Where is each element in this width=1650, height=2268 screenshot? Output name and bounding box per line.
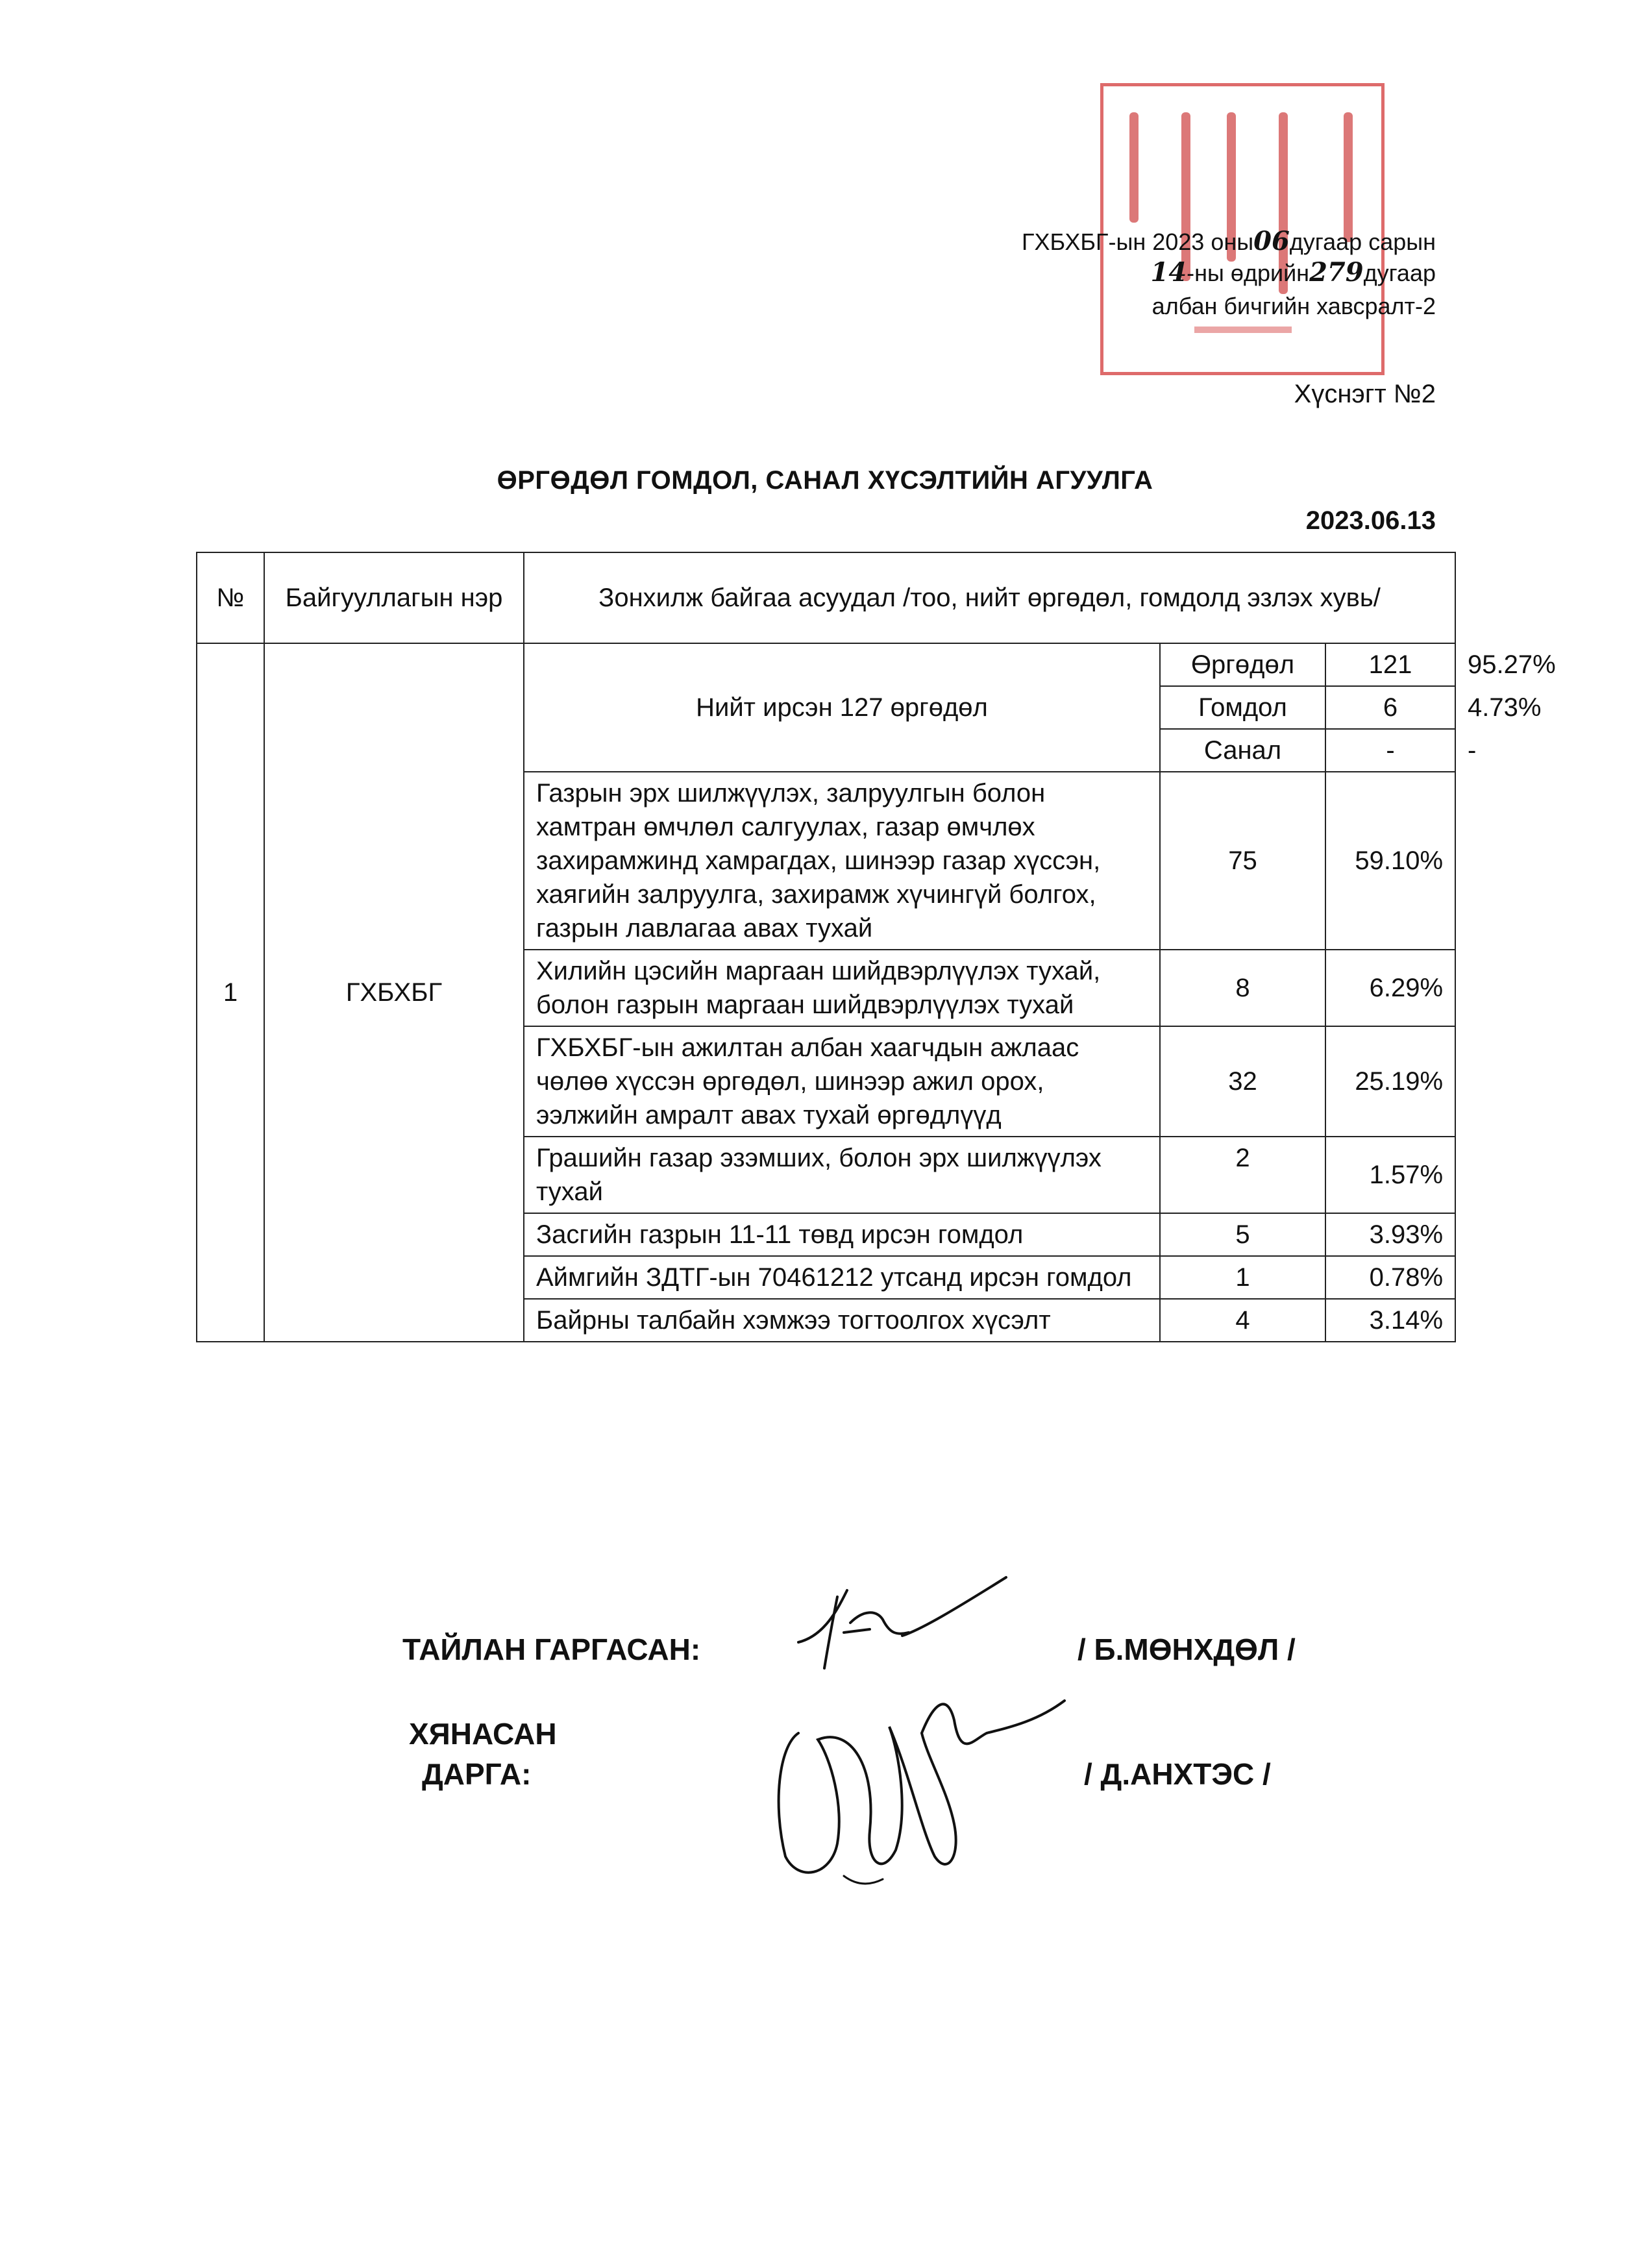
issue-percent: 0.78% <box>1325 1256 1455 1299</box>
appeals-table <box>196 552 1556 1342</box>
header-line-3: албан бичгийн хавсралт-2 <box>1151 293 1436 319</box>
summary-count: - <box>1325 729 1455 772</box>
issue-topic: Хилийн цэсийн маргаан шийдвэрлүүлэх тухай, болон газрын маргаан шийдвэрлүүлэх тухай <box>524 950 1160 1026</box>
summary-count: 121 <box>1325 643 1455 686</box>
issue-count: 4 <box>1160 1299 1325 1342</box>
table-row: Гомдол 6 4.73% <box>197 686 1455 729</box>
summary-type: Санал <box>1160 729 1325 772</box>
table-header-row <box>197 552 1455 643</box>
document-date: 2023.06.13 <box>1305 506 1436 535</box>
total-received-label: Нийт ирсэн 127 өргөдөл <box>524 643 1160 772</box>
table-row: 1 ГХБХБГ Нийт ирсэн 127 өргөдөл Өргөдөл 121 95.27% <box>197 643 1455 686</box>
summary-type: Өргөдөл <box>1160 643 1325 686</box>
header-line-2 <box>1151 258 1436 288</box>
handwritten-month: 06 <box>1253 226 1290 256</box>
seal-mark <box>1194 327 1292 333</box>
summary-type: Гомдол <box>1160 686 1325 729</box>
issue-count: 32 <box>1160 1026 1325 1137</box>
document-title: ӨРГӨДӨЛ ГОМДОЛ, САНАЛ ХҮСЭЛТИЙН АГУУЛГА <box>497 466 1153 495</box>
reviewed-by-label-1: ХЯНАСАН <box>409 1717 557 1751</box>
reviewed-by-name: / Д.АНХТЭС / <box>1084 1757 1271 1791</box>
header-text: ГХБХБГ-ын 2023 оны <box>1022 228 1254 255</box>
issue-percent: 25.19% <box>1325 1026 1455 1137</box>
header-text: дугаар сарын <box>1289 228 1436 255</box>
seal-script-line <box>1129 112 1139 223</box>
summary-count: 6 <box>1325 686 1455 729</box>
header-text: -ны өдрийн <box>1187 260 1310 286</box>
header-number: № <box>197 552 264 643</box>
issue-topic: Засгийн газрын 11-11 төвд ирсэн гомдол <box>524 1213 1160 1256</box>
issue-count: 1 <box>1160 1256 1325 1299</box>
prepared-by-name: / Б.МӨНХДӨЛ / <box>1077 1633 1296 1666</box>
handwritten-letter-number: 279 <box>1309 257 1364 288</box>
reviewed-by-label-2: ДАРГА: <box>422 1757 532 1791</box>
issue-count: 2 <box>1160 1137 1325 1213</box>
issue-percent: 1.57% <box>1325 1137 1455 1213</box>
issue-percent: 6.29% <box>1325 950 1455 1026</box>
issue-percent: 3.14% <box>1325 1299 1455 1342</box>
issue-percent: 59.10% <box>1325 772 1455 950</box>
issue-count: 75 <box>1160 772 1325 950</box>
appendix-label: Хүснэгт №2 <box>1294 380 1436 408</box>
issue-topic: Грашийн газар эзэмших, болон эрх шилжүүлэх тухай <box>524 1137 1160 1213</box>
handwritten-day: 14 <box>1150 257 1187 288</box>
header-line-1 <box>1022 227 1436 256</box>
seal-script-line <box>1344 112 1353 242</box>
issue-count: 5 <box>1160 1213 1325 1256</box>
prepared-by-label: ТАЙЛАН ГАРГАСАН: <box>402 1633 701 1666</box>
issue-topic: Аймгийн ЗДТГ-ын 70461212 утсанд ирсэн гомдол <box>524 1256 1160 1299</box>
table-row: Санал - - <box>197 729 1455 772</box>
issue-percent: 3.93% <box>1325 1213 1455 1256</box>
header-text: дугаар <box>1363 260 1436 286</box>
row-number: 1 <box>197 643 264 1342</box>
issue-topic: Газрын эрх шилжүүлэх, залруулгын болон хамтран өмчлөл салгуулах, газар өмчлөх захирамжинд хамрагдах, шинээр газар хүссэн, хаягийн залруулга, захирамж хүчингүй болгох, газрын лавлагаа авах тухай <box>524 772 1160 950</box>
signature-reviewed <box>759 1662 1071 1908</box>
header-issues: Зонхилж байгаа асуудал /тоо, нийт өргөдөл, гомдолд эзлэх хувь/ <box>524 552 1455 643</box>
issue-topic: ГХБХБГ-ын ажилтан албан хаагчдын ажлаас чөлөө хүссэн өргөдөл, шинээр ажил орох, ээлжийн амралт авах тухай өргөдлүүд <box>524 1026 1160 1137</box>
header-organization: Байгууллагын нэр <box>264 552 524 643</box>
issue-topic: Байрны талбайн хэмжээ тогтоолгох хүсэлт <box>524 1299 1160 1342</box>
organization-name: ГХБХБГ <box>264 643 524 1342</box>
issue-count: 8 <box>1160 950 1325 1026</box>
